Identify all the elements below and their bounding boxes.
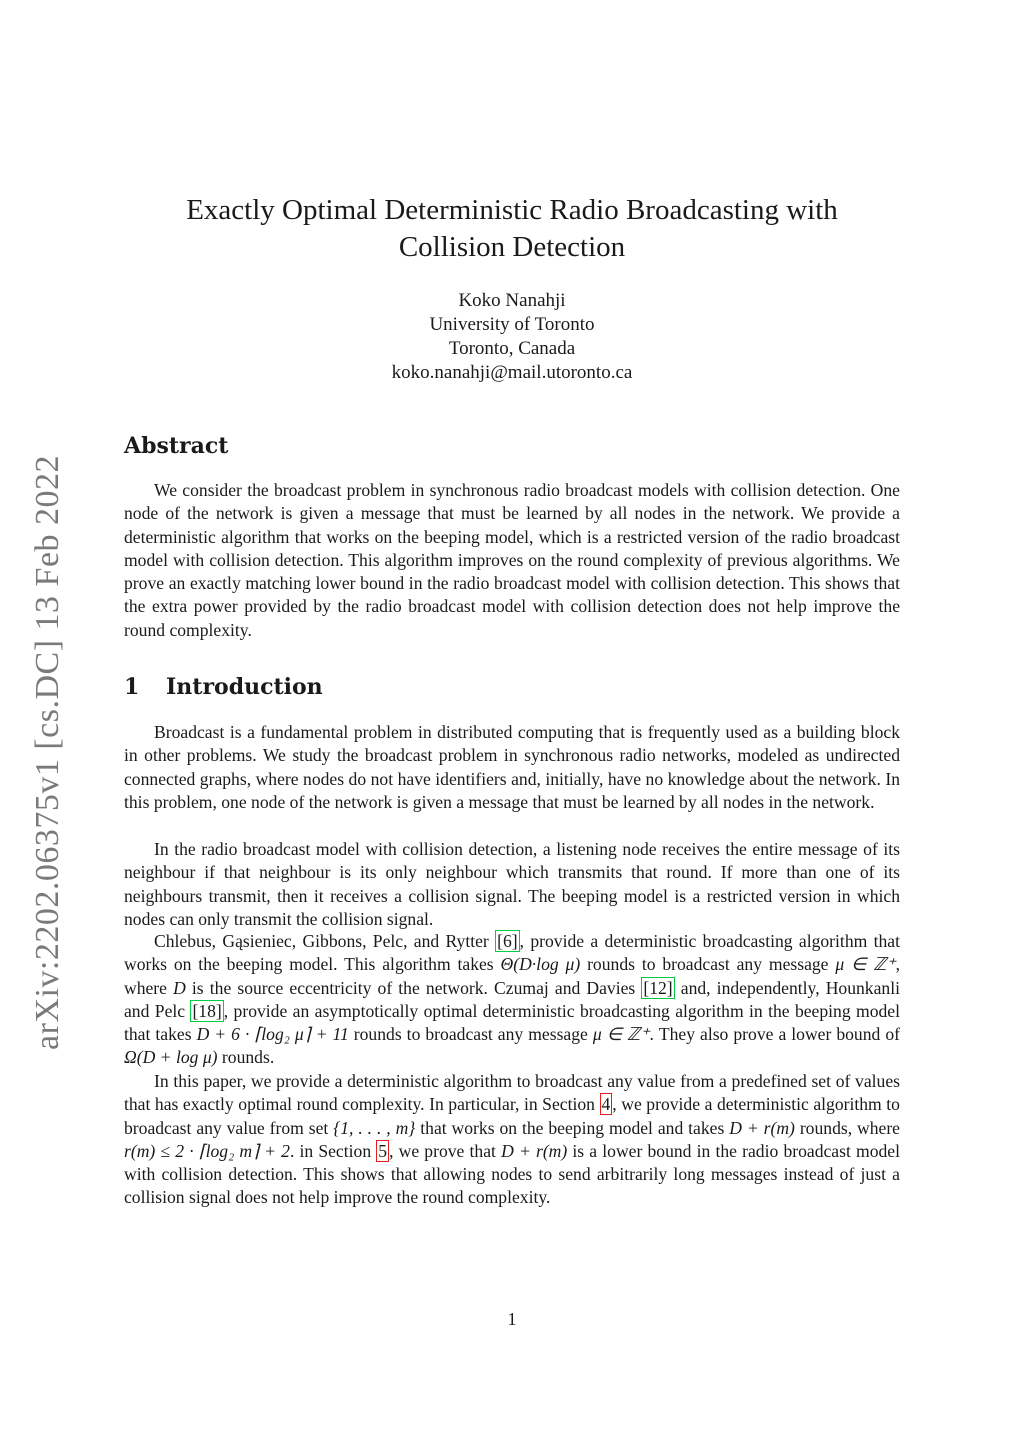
math-expression: D + r(m)	[501, 1140, 568, 1161]
text-run: and, independently, Hounkanli and Pelc	[124, 977, 900, 1021]
intro-paragraph-4	[124, 1070, 900, 1210]
intro-paragraph-3	[124, 930, 900, 1070]
citation-link[interactable]: [6]	[497, 931, 518, 951]
paper-title	[124, 192, 900, 266]
math-expression: Θ(D·log μ)	[500, 954, 581, 975]
text-run: . They also prove a lower bound of	[649, 1024, 900, 1045]
author-block	[124, 289, 900, 385]
math-expression: {1, . . . , m}	[333, 1117, 416, 1138]
text-run: rounds to broadcast any message	[580, 954, 836, 975]
page-number: 1	[507, 1309, 517, 1329]
math-expression: D	[173, 977, 186, 998]
math-expression: Ω(D + log μ)	[124, 1047, 218, 1068]
author-name: Koko Nanahji	[458, 290, 566, 311]
text-run: , we provide a deterministic algorithm to broadcast any value from set	[124, 1094, 900, 1138]
intro-paragraph-2: In the radio broadcast model with collision detection, a listening node receives the entire message of its neighbour if that neighbour is its only neighbour which transmits that round. If more than one of its neighbours transmit, then it receives a collision signal. The beeping model is a restricted version in which nodes can only transmit the collision signal.	[124, 839, 900, 929]
text-run: is the source eccentricity of the network. Czumaj and Davies	[185, 977, 642, 998]
math-expression: μ ∈ ℤ⁺	[592, 1024, 650, 1045]
math-expression: μ ∈ ℤ⁺	[835, 954, 896, 975]
author-location: Toronto, Canada	[448, 338, 576, 359]
abstract-heading: Abstract	[124, 433, 229, 459]
title-line-1: Exactly Optimal Deterministic Radio Broadcasting with	[186, 194, 838, 226]
text-run: rounds, where	[794, 1117, 900, 1138]
text-run: , provide a deterministic broadcasting algorithm that works on the beeping model. This algorithm takes	[124, 931, 900, 975]
text-run: , where	[124, 954, 901, 998]
abstract-text: We consider the broadcast problem in synchronous radio broadcast models with collision detection. One node of the network is given a message that must be learned by all nodes in the network. We provide a deterministic algorithm that works on the beeping model, which is a restricted version of the radio broadcast model with collision detection. This algorithm improves on the round complexity of previous algorithms. We prove an exactly matching lower bound in the radio broadcast model with collision detection. This shows that the extra power provided by the radio broadcast model with collision detection does not help improve the round complexity.	[124, 480, 900, 640]
text-run: rounds to broadcast any message	[348, 1024, 593, 1045]
intro-paragraph-1: Broadcast is a fundamental problem in distributed computing that is frequently used as a building block in other problems. We study the broadcast problem in synchronous radio networks, modeled as undirected connected graphs, where nodes do not have identifiers and, initially, have no knowledge about the network. In this problem, one node of the network is given a message that must be learned by all nodes in the network.	[124, 722, 900, 812]
arxiv-identifier: arXiv:2202.06375v1 [cs.DC] 13 Feb 2022	[29, 454, 66, 1050]
section-ref-link[interactable]: 4	[601, 1094, 611, 1115]
math-expression: D + 6 · ⌈log₂ μ⌉ + 11	[196, 1024, 349, 1045]
text-run: is a lower bound in the radio broadcast model with collision detection. This shows that allowing nodes to send arbitrarily long messages instead of just a collision signal does not help improve the round complexity.	[124, 1140, 900, 1208]
math-expression: D + r(m)	[729, 1117, 795, 1138]
author-email[interactable]: koko.nanahji@mail.utoronto.ca	[391, 362, 633, 383]
section-ref-link[interactable]: 5	[378, 1140, 388, 1161]
text-run: that works on the beeping model and takes	[415, 1117, 730, 1138]
citation-link[interactable]: [18]	[192, 1000, 222, 1021]
author-affiliation: University of Toronto	[429, 314, 595, 335]
section-number: 1	[124, 674, 140, 700]
text-run: , we prove that	[389, 1140, 502, 1161]
text-run: rounds.	[217, 1047, 275, 1068]
section-title: Introduction	[166, 674, 323, 700]
section-heading-introduction	[124, 673, 323, 701]
math-expression: r(m) ≤ 2 · ⌈log₂ m⌉ + 2	[124, 1140, 290, 1161]
text-run: Chlebus, Gąsieniec, Gibbons, Pelc, and Rytter	[154, 931, 496, 951]
citation-link[interactable]: [12]	[643, 977, 673, 998]
title-line-2: Collision Detection	[398, 231, 626, 263]
text-run: In this paper, we provide a deterministic algorithm to broadcast any value from a predefined set of values that has exactly optimal round complexity. In particular, in Section	[124, 1071, 900, 1115]
text-run: , provide an asymptotically optimal deterministic broadcasting algorithm in the beeping model that takes	[124, 1000, 900, 1045]
text-run: . in Section	[289, 1140, 377, 1161]
